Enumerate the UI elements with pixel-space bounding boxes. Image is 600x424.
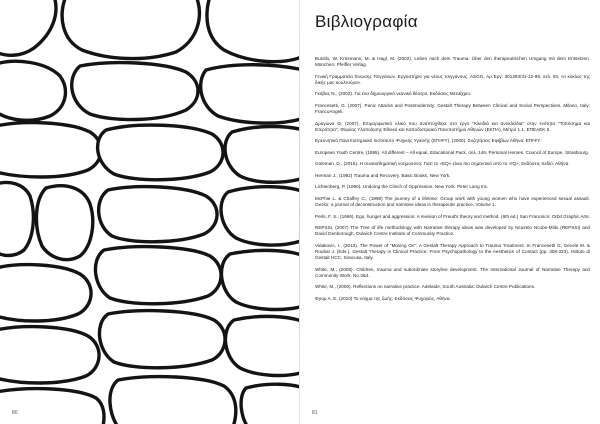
reference-entry: Francesetti, G. (2007). Panic Attacks and Postmodernity: Gestalt Therapy Between Clinical and Social Perspectives. Milano, Italy: FrancoAngeli. [315,102,590,115]
reference-entry: Γκόβας Ν., (2002). Για ένα δημιουργικό νεανικό θέατρο, Εκδόσεις Μεταίχμιο. [315,91,472,97]
reference-entry: White, M., (2005). Children, trauma and subordinate storyline development. The International Journal of Narrative Therapy and Community Work, No.3&4. [315,266,590,278]
stone [98,125,223,180]
stone [99,187,217,242]
reference-entry: Γενική Γραμματεία Ένωσης Τσιγγάνων. Εργαστήριο για νέους τσιγγάνους. ASGG, Αρ.Έργ: 301283/31-12-99, σελ. 93, «ο κύκλος της δικής μας κουλτούρα». [315,73,590,85]
stone [0,389,104,424]
reference-entry: Vidakovic, I., (2013). The Power of "Moving On": A Gestalt Therapy Approach to Trauma Treatment. In Francesetti G, Gecele M. & Roubal J. (Eds.), Gestalt Therapy in Clinical Practice: From Psychopathology to the Aesthetics of Contact (pp. 308-323). Istituto di Gestalt HCC, Siracusa, Italy. [315,242,590,261]
stone [62,0,199,59]
stone [0,183,33,256]
right-page [300,0,600,424]
stone [0,61,65,120]
reference-entry: White, M., (2000). Reflections on narrative practice. Adelaide, South Australia: Dulwich Centre Publications. [315,284,536,290]
reference-entry: Perls, F. S., (1966). Ego, hunger and aggression: A revision of Freud's theory and method. (6th ed.) San Francisco: Orbit Graphic Arts. [315,213,590,219]
reference-entry: Butollo, W, Krüsmann, M. & Hagl, M. (2002). Leben nach dem Trauma: Über den therapeutischen Umgang mit dem Entsetzen. München: Pfeiffer Verlag. [315,56,590,68]
stone [241,384,300,424]
stone [0,123,101,177]
stone [95,247,221,304]
stone [225,127,300,183]
stone [0,327,99,383]
reference-entry: European Youth Centre, (1995). All different – All equal, Educational Pack, σελ. 146, Personal Heroes. Council of Europe, Strasbourg. [315,149,590,155]
stone [207,0,300,62]
stone [110,377,236,424]
reference-entry: Φρομ Α. Ε, (2010) Το νόημα της ζωής, Εκδόσεις Ψυχογιός, Αθήνα. [315,295,451,301]
stone [225,316,300,375]
reference-entry: Herman J., (1992) Trauma and Recovery. Basic Books, New York. [315,172,451,178]
reference-entry: Ερευνητικό Πανεπιστημιακό Ινστιτούτο Ψυχικής Υγιεινής (ΕΠΙΨΥ), (2000). Συζητήσεις Εφήβων Αθήνα: ΕΠΙΨΥ. [315,138,542,144]
page-number: 80 [12,410,18,416]
stone [201,65,300,123]
stone [0,265,91,321]
stone [0,0,56,55]
stone [99,311,225,368]
reference-entry: Lichtenberg, P. (1990). Undoing the Clinch of Oppression. New York: Peter Lang Inc. [315,184,489,190]
page-title: Βιβλιογραφία [315,12,418,31]
stone [221,250,300,309]
reference-entry: McPhie L. & Chaffey C., (1998) The journey of a lifetime: Group work with young women who have experienced sexual assault. Gecko: a journal of deconstruction and narrative ideas in therapeutic practice, Volume 1. [315,195,590,208]
reference-entry: Δραγώνα Θ, (2007). Επιμορφωτικό υλικό που αναπτύχθηκε στο έργο "Κλειδιά και αντικλείδια" στην ενότητα "Τοπόσημα και Ετερότητα", Φορέας Υλοποίησης Εθνικό και Καποδιστριακό Πανεπιστήμιο Αθηνών (ΕΚΠΑ), Μέτρο 1.1. ΕΠΕΑΕΚ ΙΙ. [315,120,590,132]
reference-entry: REPSSI, (2007) The Tree of life methodology with Narrative therapy ideas was developed by Ncazelo Ncube-Mlilo (REPSSI) and David Denborough, Dulwich Centre Institute of Community Practice. [315,225,590,237]
reference-list [315,56,590,307]
reference-entry: Goleman, D., (2015). Η συναισθηματική νοημοσύνη: Γιατί το «EQ» είναι πιο σημαντικό από το «IQ», Εκδόσεις πεδίο, Αθήνα. [315,161,570,167]
stone [221,187,300,245]
page-number: 81 [312,410,318,416]
stone [72,63,198,120]
stone [36,186,92,260]
